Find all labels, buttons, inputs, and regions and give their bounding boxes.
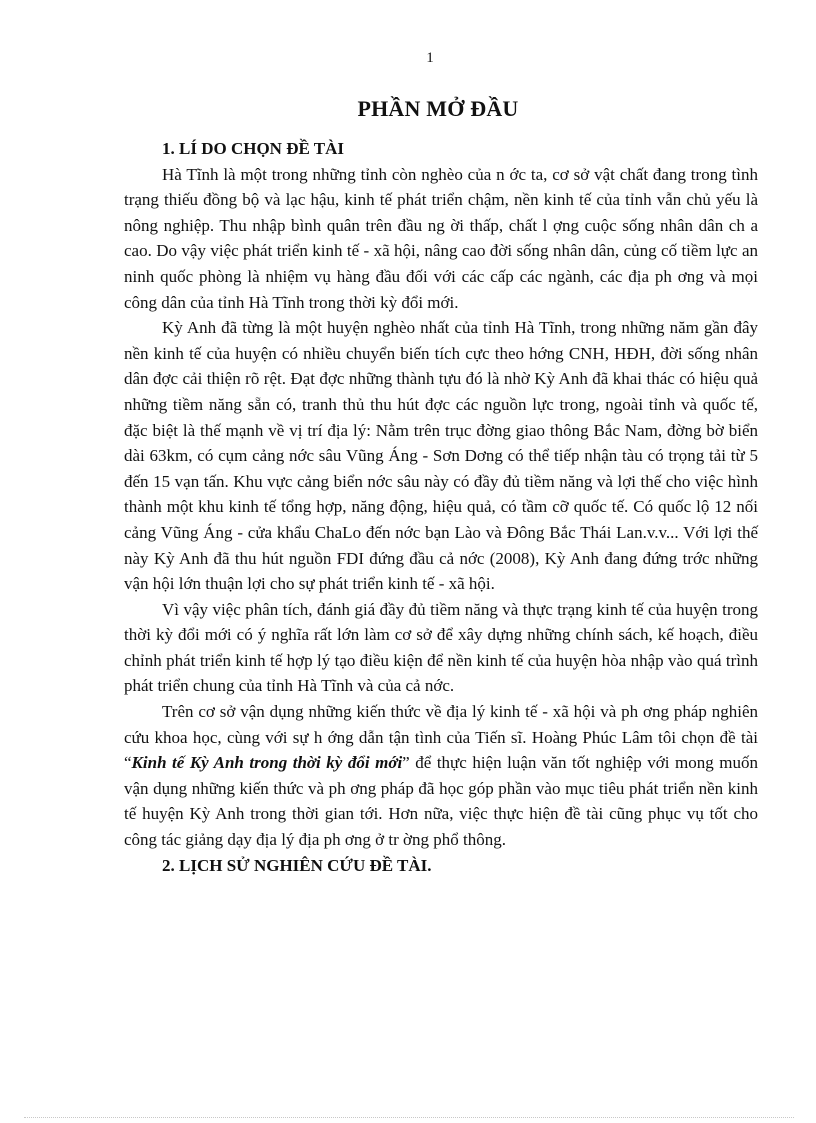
paragraph-4-text-start: Trên cơ sở vận dụng những kiến thức về địa lý kinh tế - xã hội và ph ơng pháp nghiên cứu khoa học, cùng với sự h ớng dẫn tận tình của Tiến sĩ. Hoàng Phúc Lâm tôi chọn đề tài “ (124, 702, 758, 773)
section-heading-1: 1. LÍ DO CHỌN ĐỀ TÀI (162, 139, 344, 158)
paragraph-4 (124, 699, 758, 853)
paragraph-1: Hà Tĩnh là một trong những tỉnh còn nghèo của n ớc ta, cơ sở vật chất đang trong tình trạng thiếu đồng bộ và lạc hậu, kinh tế phát triển chậm, nền kinh tế của tỉnh vẫn chủ yếu là nông nghiệp. Thu nhập bình quân trên đầu ng ời thấp, chất l ợng cuộc sống nhân dân ch a cao. Do vậy việc phát triển kinh tế - xã hội, nâng cao đời sống nhân dân, củng cố tiềm lực an ninh quốc phòng là nhiệm vụ hàng đầu đối với các cấp các ngành, các địa ph ơng và mọi công dân của tỉnh Hà Tĩnh trong thời kỳ đổi mới. (124, 164, 758, 312)
page-title: PHẦN MỞ ĐẦU (357, 96, 519, 121)
paragraph-4-text-end: ” để thực hiện luận văn tốt nghiệp với mong muốn vận dụng những kiến thức và ph ơng pháp đã học góp phần vào mục tiêu phát triển nền kinh tế huyện Kỳ Anh trong thời gian tới. Hơn nữa, việc thực hiện đề tài cũng phục vụ tốt cho công tác giảng dạy địa lý địa ph ơng ở tr ờng phổ thông. (124, 753, 758, 850)
document-body (124, 136, 758, 878)
paragraph-3: Vì vậy việc phân tích, đánh giá đầy đủ tiềm năng và thực trạng kinh tế của huyện trong thời kỳ đổi mới có ý nghĩa rất lớn làm cơ sở để xây dựng những chính sách, kế hoạch, điều chỉnh phát triển kinh tế hợp lý tạo điều kiện để nền kinh tế của huyện hòa nhập vào quá trình phát triển chung của tỉnh Hà Tĩnh và của cả nớc. (124, 599, 758, 696)
page-bottom-rule (24, 1117, 794, 1118)
section-heading-2: 2. LỊCH SỬ NGHIÊN CỨU ĐỀ TÀI. (162, 855, 432, 875)
page-number: 1 (426, 50, 434, 66)
thesis-title-emphasis: Kinh tế Kỳ Anh trong thời kỳ đổi mới (131, 753, 403, 773)
paragraph-2: Kỳ Anh đã từng là một huyện nghèo nhất của tỉnh Hà Tĩnh, trong những năm gần đây nền kinh tế của huyện có nhiều chuyển biến tích cực theo hớng CNH, HĐH, đời sống nhân dân đợc cải thiện rõ rệt. Đạt đợc những thành tựu đó là nhờ Kỳ Anh đã khai thác có hiệu quả những tiềm năng sẵn có, tranh thủ thu hút đợc các nguồn lực trong, ngoài tỉnh và quốc tế, đặc biệt là thế mạnh về vị trí địa lý: Nằm trên trục đờng giao thông Bắc Nam, đờng bờ biển dài 63km, có cụm cảng nớc sâu Vũng Áng - Sơn Dơng có thể tiếp nhận tàu có trọng tải từ 5 đến 15 vạn tấn. Khu vực cảng biển nớc sâu này có đầy đủ tiềm năng và lợi thế cho việc hình thành một khu kinh tế tổng hợp, năng động, hiệu quả, có tầm cỡ quốc tế. Có quốc lộ 12 nối cảng Vũng Áng - cửa khẩu ChaLo đến nớc bạn Lào và Đông Bắc Thái Lan.v.v... Với lợi thế này Kỳ Anh đã thu hút nguồn FDI đứng đầu cả nớc (2008), Kỳ Anh đang đứng trớc những vận hội lớn thuận lợi cho sự phát triển kinh tế - xã hội. (124, 318, 758, 594)
